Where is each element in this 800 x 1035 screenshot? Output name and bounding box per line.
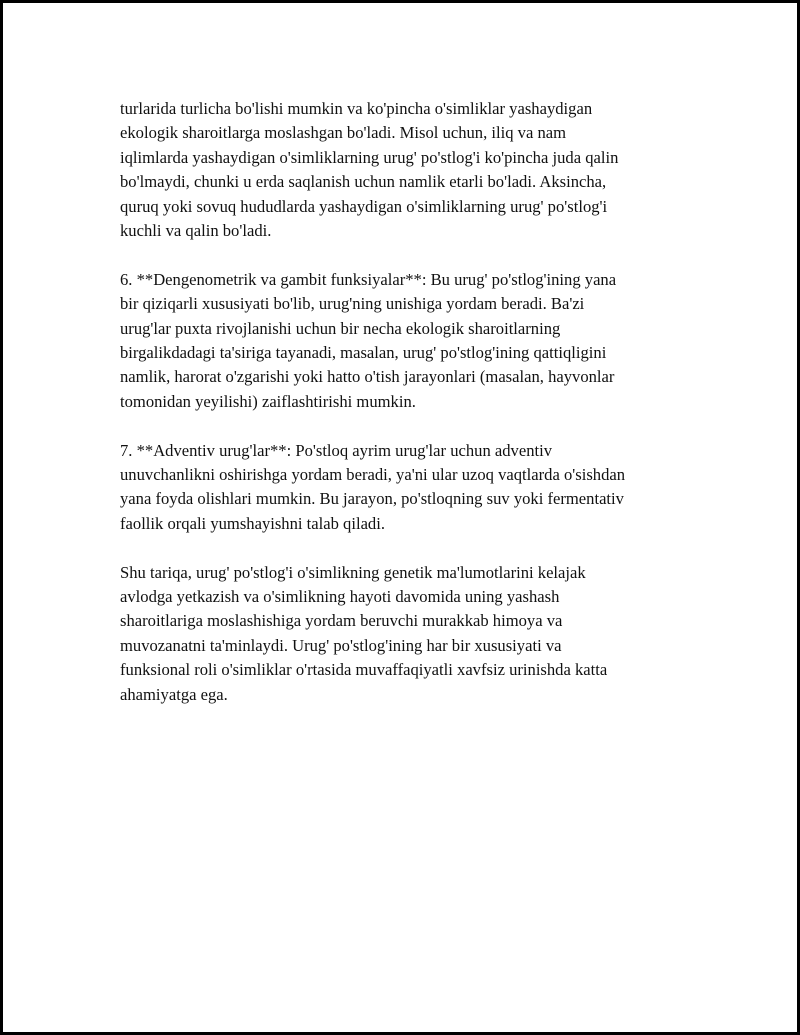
text-line: bo'lmaydi, chunki u erda saqlanish uchun namlik etarli bo'ladi. Aksincha, [120, 172, 607, 192]
document-body [120, 97, 695, 732]
text-line: namlik, harorat o'zgarishi yoki hatto o'tish jarayonlari (masalan, hayvonlar [120, 367, 615, 387]
paragraph-seed-coat-climate [120, 97, 695, 243]
text-line: 7. **Adventiv urug'lar**: Po'stloq ayrim urug'lar uchun adventiv [120, 440, 553, 460]
text-line: urug'lar puxta rivojlanishi uchun bir necha ekologik sharoitlarning [120, 318, 561, 338]
text-line: muvozanatni ta'minlaydi. Urug' po'stlog'ining har bir xususiyati va [120, 635, 562, 655]
text-line: yana foyda olishlari mumkin. Bu jarayon, po'stloqning suv yoki fermentativ [120, 489, 624, 509]
text-line: 6. **Dengenometrik va gambit funksiyalar**: Bu urug' po'stlog'ining yana [120, 269, 617, 289]
text-line: faollik orqali yumshayishni talab qiladi. [120, 513, 385, 533]
text-line: ekologik sharoitlarga moslashgan bo'ladi. Misol uchun, iliq va nam [120, 123, 567, 143]
text-line: iqlimlarda yashaydigan o'simliklarning urug' po'stlog'i ko'pincha juda qalin [120, 147, 619, 167]
text-line: quruq yoki sovuq hududlarda yashaydigan o'simliklarning urug' po'stlog'i [120, 196, 608, 216]
paragraph-item-7 [120, 439, 695, 537]
text-line: funksional roli o'simliklar o'rtasida muvaffaqiyatli xavfsiz urinishda katta [120, 660, 608, 680]
text-line: bir qiziqarli xususiyati bo'lib, urug'ning unishiga yordam beradi. Ba'zi [120, 294, 585, 314]
paragraph-item-6 [120, 268, 695, 414]
text-line: kuchli va qalin bo'ladi. [120, 221, 272, 241]
text-line: unuvchanlikni oshirishga yordam beradi, ya'ni ular uzoq vaqtlarda o'sishdan [120, 465, 626, 485]
text-line: birgalikdadagi ta'siriga tayanadi, masalan, urug' po'stlog'ining qattiqligini [120, 343, 607, 363]
text-line: sharoitlariga moslashishiga yordam beruvchi murakkab himoya va [120, 611, 563, 631]
text-line: Shu tariqa, urug' po'stlog'i o'simlikning genetik ma'lumotlarini kelajak [120, 562, 586, 582]
text-line: turlarida turlicha bo'lishi mumkin va ko'pincha o'simliklar yashaydigan [120, 99, 593, 118]
text-line: ahamiyatga ega. [120, 684, 228, 704]
text-line: tomonidan yeyilishi) zaiflashtirishi mumkin. [120, 391, 416, 411]
text-line: avlodga yetkazish va o'simlikning hayoti davomida uning yashash [120, 587, 560, 607]
paragraph-conclusion [120, 561, 695, 707]
